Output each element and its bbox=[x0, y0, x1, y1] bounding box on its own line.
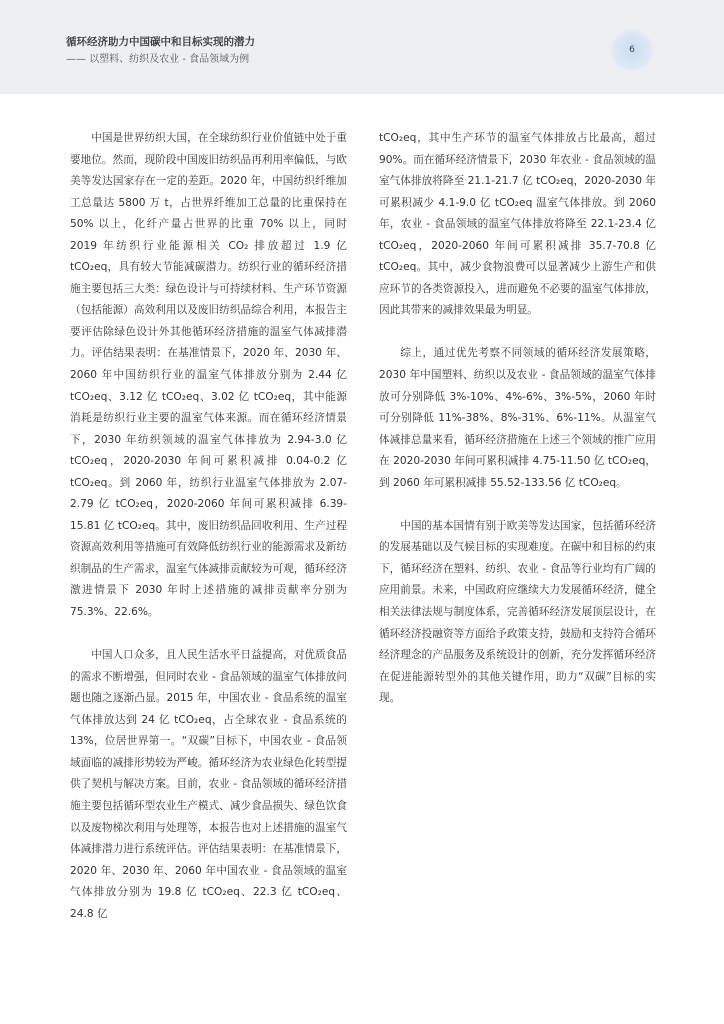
right-column bbox=[379, 128, 656, 710]
paragraph-agrifood: 中国人口众多，且人民生活水平日益提高，对优质食品的需求不断增强，但同时农业 - 食品领域的温室气体排放问题也随之逐渐凸显。2015 年，中国农业 - 食品系统的温室气体排放达到 24 亿 tCO₂eq，占全球农业 - 食品系统的 13%，位居世界第一。“双碳”目标下，中国农业 - 食品领域面临的减排形势较为严峻。循环经济为农业绿色化转型提供了契机与解决方案。目前，农业 - 食品领域的循环经济措施主要包括循环型农业生产模式、减少食品损失、绿色饮食以及废物梯次利用与处理等，本报告也对上述措施的温室气体减排潜力进行系统评估。评估结果表明：在基准情景下，2020 年、2030 年、2060 年中国农业 - 食品领域的温室气体排放分别为 19.8 亿 tCO₂eq、22.3 亿 tCO₂eq、24.8 亿 bbox=[70, 649, 347, 920]
paragraph-agrifood-continued: tCO₂eq，其中生产环节的温室气体排放占比最高，超过 90%。而在循环经济情景下，2030 年农业 - 食品领域的温室气体排放将降至 21.1-21.7 亿 tCO₂eq，2020-2030 年可累积减少 4.1-9.0 亿 tCO₂eq 温室气体排放。到 2060 年，农业 - 食品领域的温室气体排放将降至 22.1-23.4 亿 tCO₂eq，2020-2060 年间可累积减排 35.7-70.8 亿 tCO₂eq。其中，减少食物浪费可以显著减少上游生产和供应环节的各类资源投入，进而避免不必要的温室气体排放，因此其带来的减排效果最为明显。 bbox=[379, 132, 656, 317]
page-header bbox=[0, 0, 724, 94]
paragraph-summary: 综上，通过优先考察不同领域的循环经济发展策略，2030 年中国塑料、纺织以及农业 - 食品领域的温室气体排放可分别降低 3%-10%、4%-6%、3%-5%，2060 年时可分别降低 11%-38%、8%-31%、6%-11%。从温室气体减排总量来看，循环经济措施在上述三个领域的推广应用在 2020-2030 年间可累积减排 4.75-11.50 亿 tCO₂eq，到 2060 年可累积减排 55.52-133.56 亿 tCO₂eq。 bbox=[379, 347, 656, 489]
report-subtitle: —— 以塑料、纺织及农业 - 食品领域为例 bbox=[66, 54, 250, 65]
page-number-badge: 6 bbox=[611, 29, 653, 71]
report-title: 循环经济助力中国碳中和目标实现的潜力 bbox=[66, 36, 255, 48]
paragraph-textile: 中国是世界纺织大国，在全球纺织行业价值链中处于重要地位。然而，现阶段中国废旧纺织品再利用率偏低，与欧美等发达国家存在一定的差距。2020 年，中国纺织纤维加工总量达 5800 万 t，占世界纤维加工总量的比重保持在 50% 以上，化纤产量占世界的比重 70% 以上，同时 2019 年纺织行业能源相关 CO₂ 排放超过 1.9 亿 tCO₂eq，具有较大节能减碳潜力。纺织行业的循环经济措施主要包括三大类：绿色设计与可持续材料、生产环节资源（包括能源）高效利用以及废旧纺织品综合利用，本报告主要评估除绿色设计外其他循环经济措施的温室气体减排潜力。评估结果表明：在基准情景下，2020 年、2030 年、2060 年中国纺织行业的温室气体排放分别为 2.44 亿 tCO₂eq、3.12 亿 tCO₂eq、3.02 亿 tCO₂eq，其中能源消耗是纺织行业主要的温室气体来源。而在循环经济情景下，2030 年纺织领域的温室气体排放为 2.94-3.0 亿 tCO₂eq，2020-2030 年间可累积减排 0.04-0.2 亿 tCO₂eq。到 2060 年，纺织行业温室气体排放为 2.07-2.79 亿 tCO₂eq，2020-2060 年间可累积减排 6.39-15.81 亿 tCO₂eq。其中，废旧纺织品回收利用、生产过程资源高效利用等措施可有效降低纺织行业的能源需求及新纺织制品的生产需求，温室气体减排贡献较为可观，循环经济激进情景下 2030 年时上述措施的减排贡献率分别为 75.3%、22.6%。 bbox=[70, 132, 347, 619]
paragraph-policy: 中国的基本国情有别于欧美等发达国家，包括循环经济的发展基础以及气候目标的实现难度。在碳中和目标的约束下，循环经济在塑料、纺织、农业 - 食品等行业均有广阔的应用前景。未来，中国政府应继续大力发展循环经济，健全相关法律法规与制度体系，完善循环经济发展顶层设计，在循环经济投融资等方面给予政策支持，鼓励和支持符合循环经济理念的产品服务及系统设计的创新，充分发挥循环经济在促进能源转型外的其他关键作用，助力“双碳”目标的实现。 bbox=[379, 519, 656, 705]
left-column bbox=[70, 128, 347, 925]
